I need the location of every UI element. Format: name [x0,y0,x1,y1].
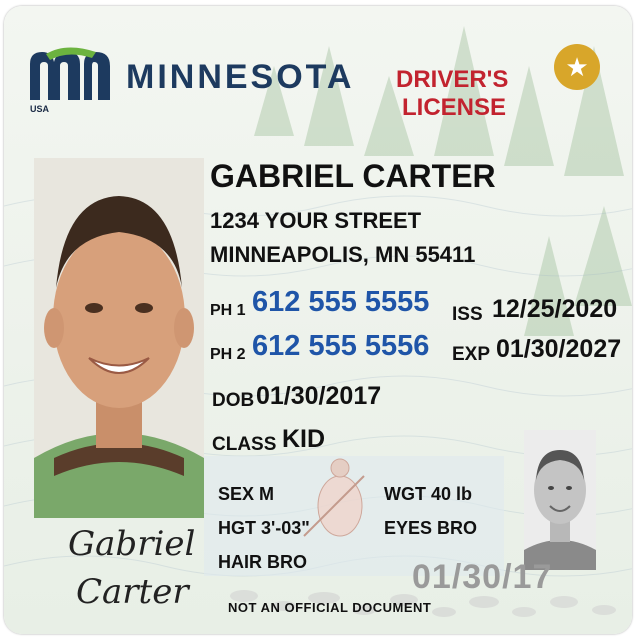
phone2-number: 612 555 5556 [252,330,430,362]
ghost-dob: 01/30/17 [412,558,553,596]
country-label: USA [30,104,50,114]
phone1-label: PH 1 [210,302,246,319]
date-of-birth: 01/30/2017 [256,382,382,410]
star-symbol: ★ [565,52,589,82]
hair-field: HAIR BRO [218,552,307,572]
eyes-field: EYES BRO [384,518,478,538]
expiry-date-label: EXP [452,344,491,365]
ghost-photo [524,430,596,570]
ghost-portrait-illustration [524,430,596,570]
address-line1: 1234 YOUR STREET [210,208,422,233]
weight-field: WGT 40 lb [384,484,473,504]
signature-line1: Gabriel [68,524,196,564]
holder-photo [34,158,204,518]
document-title-line2: LICENSE [402,94,507,121]
expiry-date: 01/30/2027 [496,335,622,363]
sex-field: SEX M [218,484,275,504]
phone1-number: 612 555 5555 [252,286,430,318]
issue-date: 12/25/2020 [492,295,618,323]
mn-state-logo [26,44,114,104]
portrait-illustration [34,158,204,518]
holder-name: GABRIEL CARTER [210,158,496,194]
issue-date-label: ISS [452,304,483,325]
state-name: MINNESOTA [126,58,355,96]
height-field: HGT 3'-03" [218,518,310,538]
signature-line2: Carter [76,572,189,612]
disclaimer: NOT AN OFFICIAL DOCUMENT [228,600,432,615]
document-title-line1: DRIVER'S [396,66,509,93]
license-class: KID [282,425,326,453]
dob-label: DOB [212,390,255,411]
drivers-license-card [4,6,632,634]
class-label: CLASS [212,434,277,455]
address-line2: MINNEAPOLIS, MN 55411 [210,242,476,267]
real-id-star-icon [554,44,600,90]
phone2-label: PH 2 [210,346,246,363]
